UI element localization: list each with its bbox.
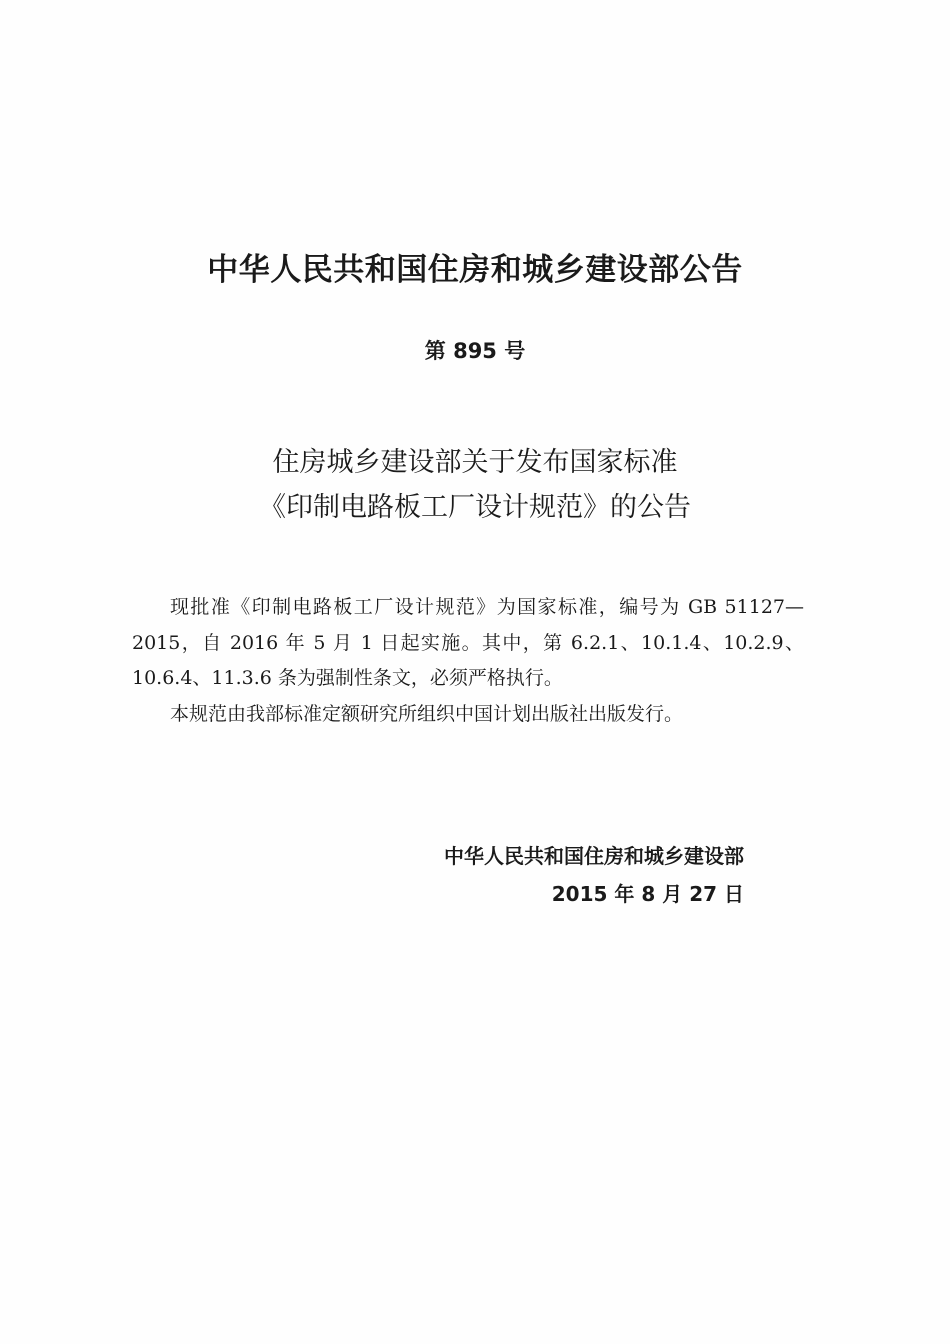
signature-block [320, 837, 744, 913]
page-title: 中华人民共和国住房和城乡建设部公告 [207, 252, 743, 288]
issue-number: 第 895 号 [424, 339, 526, 363]
notice-body [132, 590, 804, 732]
issue-date: 2015 年 8 月 27 日 [551, 882, 744, 906]
notice-subtitle [0, 440, 950, 530]
subtitle-line-2: 《印制电路板工厂设计规范》的公告 [259, 492, 691, 523]
body-paragraph-1: 现批准《印制电路板工厂设计规范》为国家标准，编号为 GB 51127—2015，自 2016 年 5 月 1 日起实施。其中，第 6.2.1、10.1.4、10.2.9、10.6.4、11.3.6 条为强制性条文，必须严格执行。 [132, 596, 804, 689]
subtitle-line-1: 住房城乡建设部关于发布国家标准 [272, 447, 678, 478]
body-paragraph-2: 本规范由我部标准定额研究所组织中国计划出版社出版发行。 [170, 702, 684, 725]
issuer-name: 中华人民共和国住房和城乡建设部 [444, 844, 744, 868]
